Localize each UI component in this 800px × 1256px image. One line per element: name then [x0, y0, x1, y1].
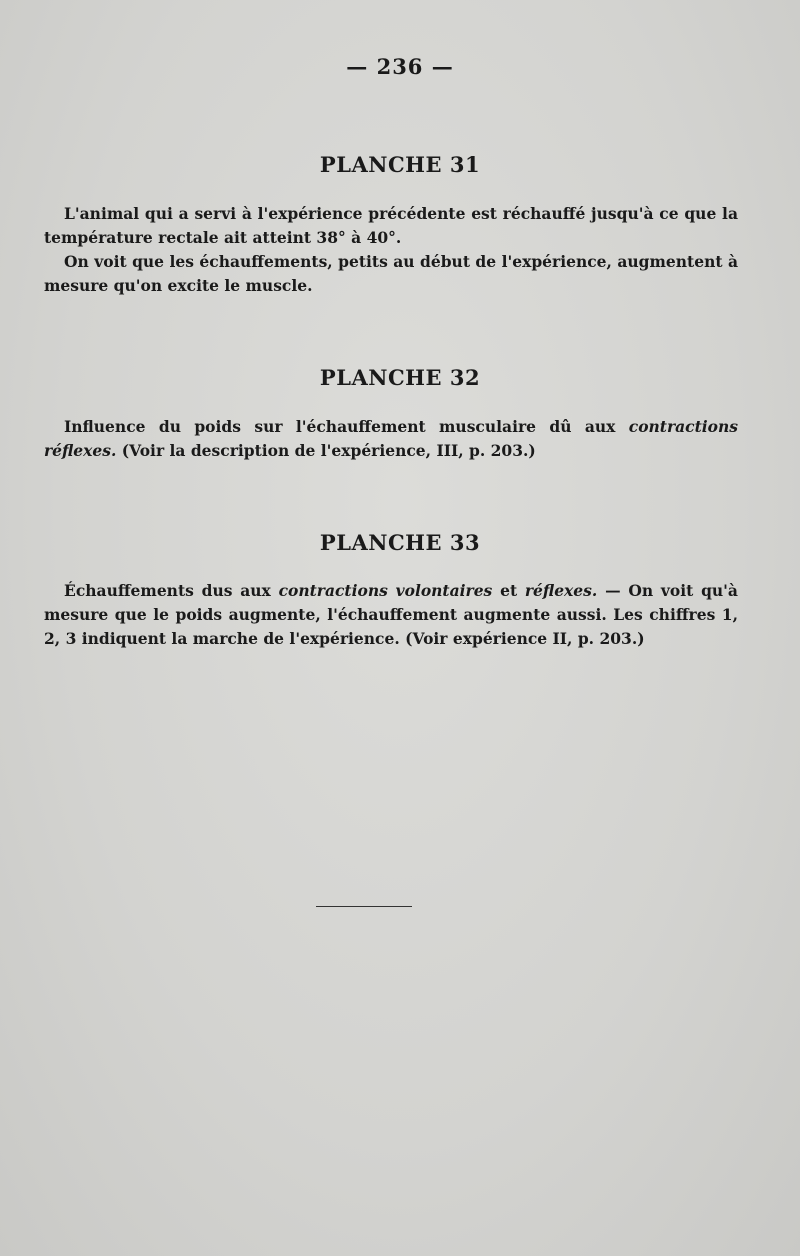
planche-33-paragraph [44, 579, 738, 651]
planche-32-italic: contractions réflexes. [44, 417, 738, 460]
planche-32-heading: PLANCHE 32 [319, 365, 481, 390]
planche-32-text-before: Influence du poids sur l'échauffement musculaire dû aux [64, 417, 629, 436]
planche-33-text-before: Échauffements dus aux [64, 581, 279, 600]
planche-31-heading: PLANCHE 31 [319, 152, 481, 177]
planche-32-text-after: (Voir la description de l'expérience, III, p. 203.) [116, 441, 536, 460]
page-number: — 236 — [346, 54, 454, 79]
planche-32-paragraph [44, 415, 738, 463]
planche-33-italic-2: réflexes. [524, 581, 598, 600]
planche-31-text [44, 202, 738, 298]
planche-33-text-after: — On voit qu'à mesure que le poids augmente, l'échauffement augmente aussi. Les chiffres 1, 2, 3 indiquent la marche de l'expérience. (Voir expérience II, p. 203.) [44, 581, 738, 648]
planche-31-paragraph-2: On voit que les échauffements, petits au début de l'expérience, augmentent à mesure qu'on excite le muscle. [44, 252, 738, 295]
planche-33-text-middle: et [492, 581, 525, 600]
planche-32-text [44, 415, 738, 463]
planche-33-text [44, 579, 738, 651]
section-divider-rule [316, 906, 412, 907]
planche-33-italic-1: contractions volontaires [278, 581, 493, 600]
planche-33-heading: PLANCHE 33 [319, 530, 481, 555]
planche-31-paragraph-1: L'animal qui a servi à l'expérience précédente est réchauffé jusqu'à ce que la température rectale ait atteint 38° à 40°. [44, 204, 738, 247]
